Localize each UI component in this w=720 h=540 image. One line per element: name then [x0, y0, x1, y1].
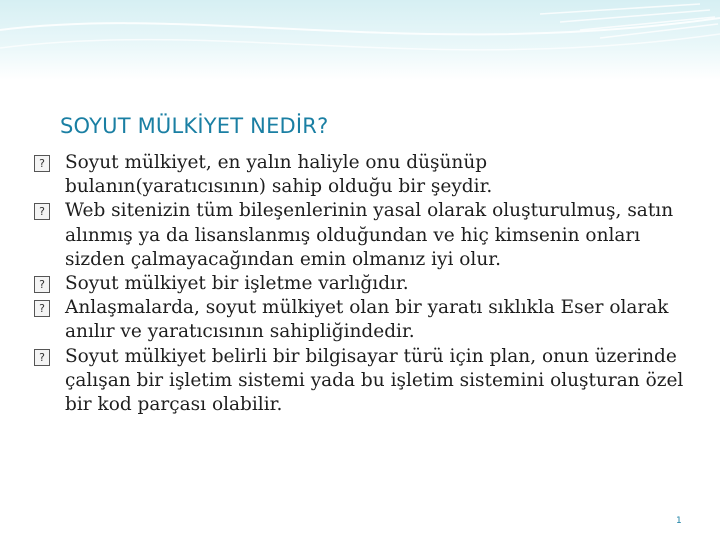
slide-title: SOYUT MÜLKİYET NEDİR? — [60, 114, 329, 138]
bullet-marker-icon: ? — [34, 203, 50, 220]
page-number: 1 — [676, 516, 682, 526]
bullet-list — [34, 151, 684, 417]
bullet-item — [34, 272, 684, 296]
wave-lines-decoration — [0, 0, 720, 80]
bullet-marker-icon: ? — [34, 276, 50, 293]
bullet-item — [34, 199, 684, 272]
bullet-text: Soyut mülkiyet bir işletme varlığıdır. — [65, 273, 409, 295]
bullet-marker-icon: ? — [34, 155, 50, 172]
bullet-text: Soyut mülkiyet belirli bir bilgisayar türü için plan, onun üzerinde çalışan bir işletim sistemi yada bu işletim sistemini oluşturan özel bir kod parçası olabilir. — [65, 345, 684, 416]
bullet-item — [34, 296, 684, 344]
header-decoration — [0, 0, 720, 80]
bullet-item — [34, 345, 684, 418]
bullet-text: Anlaşmalarda, soyut mülkiyet olan bir yaratı sıklıkla Eser olarak anılır ve yaratıcısının sahipliğindedir. — [65, 297, 669, 343]
bullet-text: Soyut mülkiyet, en yalın haliyle onu düşünüp bulanın(yaratıcısının) sahip olduğu bir şeydir. — [65, 152, 493, 198]
bullet-marker-icon: ? — [34, 349, 50, 366]
bullet-marker-icon: ? — [34, 300, 50, 317]
bullet-text: Web sitenizin tüm bileşenlerinin yasal olarak oluşturulmuş, satın alınmış ya da lisanslanmış olduğundan ve hiç kimsenin onları sizden çalmayacağından emin olmanız iyi olur. — [65, 200, 674, 270]
bullet-item — [34, 151, 684, 199]
